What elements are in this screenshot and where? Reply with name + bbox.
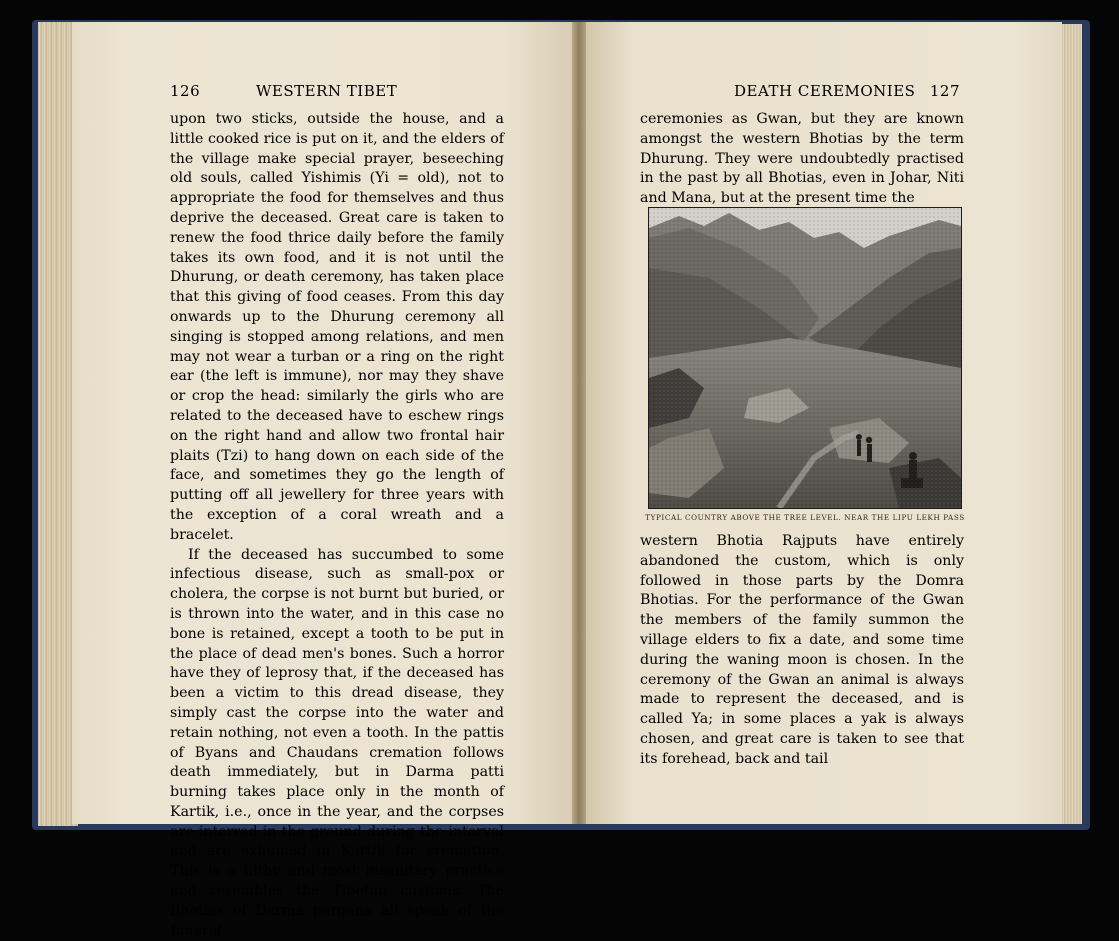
right-page-number: 127 <box>929 82 960 100</box>
left-page-header <box>170 82 500 104</box>
right-page-top-text <box>640 110 964 209</box>
right-page-header <box>640 82 960 104</box>
left-running-head: WESTERN TIBET <box>256 82 398 100</box>
left-paragraph-1: upon two sticks, outside the house, and a little cooked rice is put on it, and the elders of the village make special prayer, beseeching old souls, called Yishimis (Yi = old), not to appropriate the food for themselves and thus deprive the deceased. Great care is taken to renew the food thrice daily before the family takes its own food, and it is not until the Dhurung, or death ceremony, has taken place that this giving of food ceases. From this day onwards up to the Dhurung ceremony all singing is stopped among relations, and men may not wear a turban or a ring on the right ear (the left is immune), nor may they shave or crop the head: similarly the girls who are related to the deceased have to eschew rings on the right hand and allow two frontal hair plaits (Tzi) to hang down on each side of the face, and sometimes they go the length of putting off all jewellery for three years with the exception of a coral wreath and a bracelet. <box>170 111 504 543</box>
left-page-body <box>170 110 504 941</box>
right-running-head: DEATH CEREMONIES <box>734 82 916 100</box>
mountain-valley-image <box>649 208 961 508</box>
left-page-number: 126 <box>170 82 201 100</box>
photo-caption: TYPICAL COUNTRY ABOVE THE TREE LEVEL. NEAR THE LIPU LEKH PASS <box>645 513 965 522</box>
right-paragraph-top: ceremonies as Gwan, but they are known amongst the western Bhotias by the term Dhurung. They were undoubtedly practised in the past by all Bhotias, even in Johar, Niti and Mana, but at the present time the <box>640 111 964 207</box>
left-paragraph-2: If the deceased has succumbed to some infectious disease, such as small-pox or cholera, the corpse is not burnt but buried, or is thrown into the water, and in this case no bone is retained, except a tooth to be put in the place of dead men's bones. Such a horror have they of leprosy that, if the deceased has been a victim to this dread disease, they simply cast the corpse into the water and retain nothing, not even a tooth. In the pattis of Byans and Chaudans cremation follows death immediately, but in Darma patti burning takes place only in the month of Kartik, i.e., once in the year, and the corpses are interred in the ground during the interval and are exhumed in Kartik for cremation. This is a filthy and most insanitary practice and resembles the Tibetan customs. The Bhotias of Darma pargana all speak of the funeral <box>170 546 504 939</box>
page-edges-right <box>1062 24 1082 824</box>
right-paragraph-bottom: western Bhotia Rajputs have entirely abandoned the custom, which is only followed in those parts by the Domra Bhotias. For the performance of the Gwan the members of the family summon the village elders to fix a date, and some time during the waning moon is chosen. In the ceremony of the Gwan an animal is always made to represent the deceased, and is called Ya; in some places a yak is always chosen, and great care is taken to see that its forehead, back and tail <box>640 533 964 767</box>
book-gutter <box>572 22 586 824</box>
mountain-photograph <box>648 207 962 509</box>
right-page-bottom-text <box>640 532 964 770</box>
